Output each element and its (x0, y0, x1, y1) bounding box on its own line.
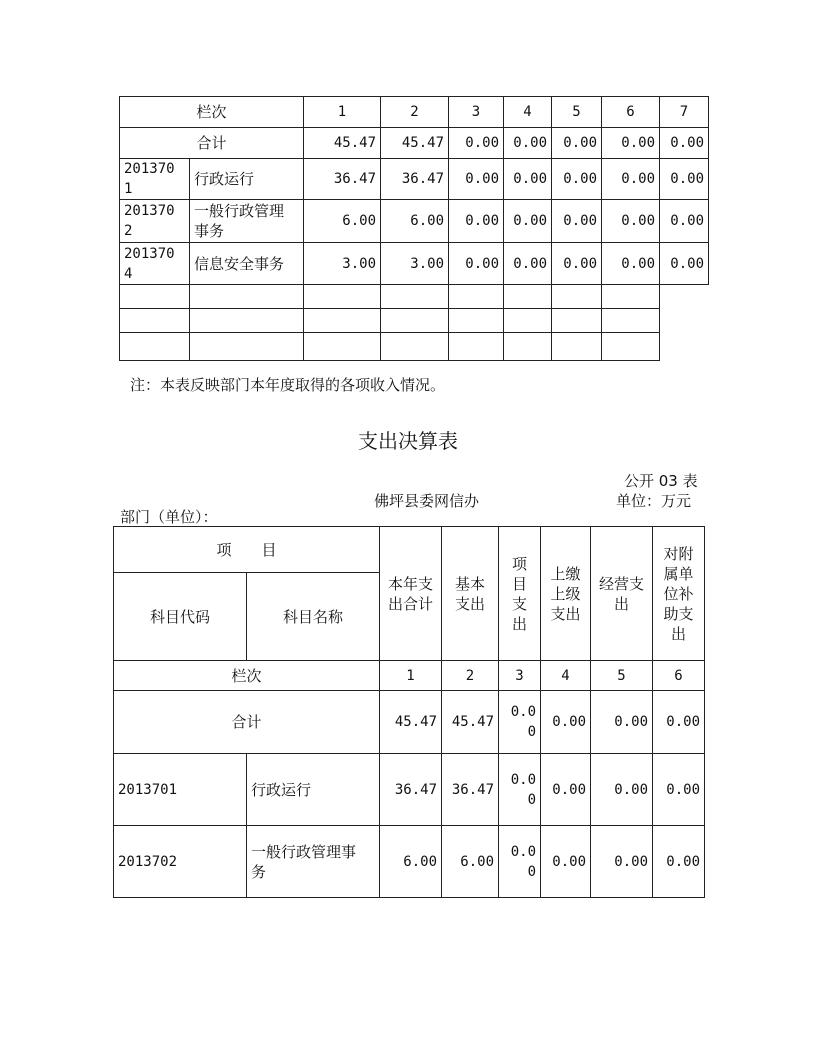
col-number: 2 (442, 661, 499, 691)
cell-value: 45.47 (442, 691, 499, 754)
income-header-col: 7 (660, 97, 709, 128)
expenditure-total-row (114, 691, 705, 754)
income-table (119, 96, 709, 361)
income-total-label: 合计 (120, 128, 304, 159)
cell-value: 0.00 (449, 243, 504, 285)
income-total-value: 45.47 (381, 128, 449, 159)
table-row (114, 754, 705, 826)
cell-value: 6.00 (304, 200, 381, 243)
cell-value: 0.0 0 (499, 754, 541, 826)
cell-value: 0.00 (660, 200, 709, 243)
cell-value: 0.00 (449, 159, 504, 200)
subject-code: 2013702 (114, 826, 247, 898)
cell-value: 36.47 (442, 754, 499, 826)
cell-value: 0.00 (449, 200, 504, 243)
table-row (120, 159, 709, 200)
subject-code: 201370 1 (120, 159, 190, 200)
expenditure-header-row (114, 527, 705, 573)
col-subsidy-header: 对附 属单 位补 助支 出 (653, 527, 705, 661)
cell-value: 0.00 (602, 200, 660, 243)
income-total-value: 0.00 (552, 128, 602, 159)
cell-value: 0.00 (504, 159, 552, 200)
cell-value: 6.00 (381, 200, 449, 243)
unit-label: 单位：万元 (616, 492, 692, 510)
cell-value: 6.00 (442, 826, 499, 898)
expenditure-title: 支出决算表 (358, 429, 458, 453)
expenditure-table (113, 526, 705, 898)
cell-value: 0.0 0 (499, 691, 541, 754)
income-header-row (120, 97, 709, 128)
table-row (120, 200, 709, 243)
income-header-col: 2 (381, 97, 449, 128)
col-operating-header: 经营支 出 (591, 527, 653, 661)
cell-value: 0.00 (653, 754, 705, 826)
cell-value: 36.47 (380, 754, 442, 826)
cell-value: 0.00 (591, 826, 653, 898)
income-total-value: 0.00 (504, 128, 552, 159)
cell-value: 36.47 (381, 159, 449, 200)
subject-code-header: 科目代码 (114, 573, 247, 661)
subject-name: 信息安全事务 (190, 243, 304, 285)
cell-value: 3.00 (304, 243, 381, 285)
col-number: 1 (380, 661, 442, 691)
income-header-label: 栏次 (120, 97, 304, 128)
cell-value: 3.00 (381, 243, 449, 285)
col-basic-header: 基本 支出 (442, 527, 499, 661)
col-number: 4 (541, 661, 591, 691)
table-row (114, 826, 705, 898)
cell-value: 0.00 (552, 200, 602, 243)
cell-value: 0.00 (541, 691, 591, 754)
income-note: 注：本表反映部门本年度取得的各项收入情况。 (130, 376, 446, 394)
subject-name: 行政运行 (190, 159, 304, 200)
col-number: 6 (653, 661, 705, 691)
cell-value: 0.00 (660, 159, 709, 200)
department-name: 佛坪县委网信办 (374, 492, 480, 510)
col-number-row (114, 661, 705, 691)
income-header-col: 5 (552, 97, 602, 128)
empty-row (120, 333, 709, 361)
cell-value: 0.00 (660, 243, 709, 285)
income-total-value: 0.00 (602, 128, 660, 159)
income-header-col: 4 (504, 97, 552, 128)
cell-value: 45.47 (380, 691, 442, 754)
department-label: 部门（单位）： (120, 508, 218, 526)
subject-code: 201370 4 (120, 243, 190, 285)
cell-value: 0.00 (541, 754, 591, 826)
col-project-header: 项 目 支 出 (499, 527, 541, 661)
cell-value: 0.00 (602, 243, 660, 285)
subject-name: 一般行政管理事 务 (247, 826, 380, 898)
subject-name: 行政运行 (247, 754, 380, 826)
income-total-value: 0.00 (449, 128, 504, 159)
col-number: 5 (591, 661, 653, 691)
form-number: 公开 03 表 (624, 472, 698, 490)
col-remit-header: 上缴 上级 支出 (541, 527, 591, 661)
cell-value: 0.00 (653, 826, 705, 898)
cell-value: 0.00 (602, 159, 660, 200)
cell-value: 0.00 (591, 691, 653, 754)
income-header-col: 3 (449, 97, 504, 128)
subject-name-header: 科目名称 (247, 573, 380, 661)
col-total-header: 本年支 出合计 (380, 527, 442, 661)
cell-value: 6.00 (380, 826, 442, 898)
empty-row (120, 309, 709, 333)
income-total-value: 45.47 (304, 128, 381, 159)
cell-value: 0.00 (541, 826, 591, 898)
subject-name: 一般行政管理 事务 (190, 200, 304, 243)
cell-value: 0.0 0 (499, 826, 541, 898)
income-header-col: 6 (602, 97, 660, 128)
cell-value: 0.00 (552, 243, 602, 285)
cell-value: 0.00 (504, 243, 552, 285)
col-number-label: 栏次 (114, 661, 380, 691)
income-total-row (120, 128, 709, 159)
col-number: 3 (499, 661, 541, 691)
subject-code: 2013701 (114, 754, 247, 826)
income-header-col: 1 (304, 97, 381, 128)
cell-value: 0.00 (504, 200, 552, 243)
subject-code: 201370 2 (120, 200, 190, 243)
income-total-value: 0.00 (660, 128, 709, 159)
cell-value: 36.47 (304, 159, 381, 200)
table-row (120, 243, 709, 285)
cell-value: 0.00 (591, 754, 653, 826)
empty-row (120, 285, 709, 309)
expenditure-total-label: 合计 (114, 691, 380, 754)
cell-value: 0.00 (653, 691, 705, 754)
cell-value: 0.00 (552, 159, 602, 200)
item-header: 项 目 (114, 527, 380, 573)
